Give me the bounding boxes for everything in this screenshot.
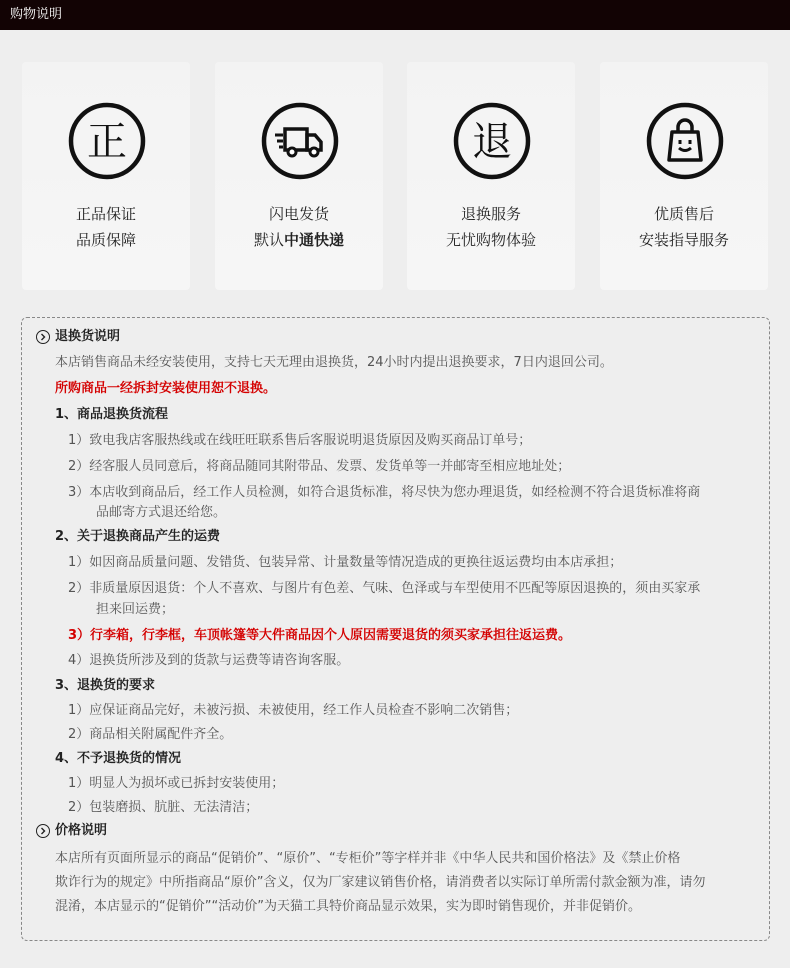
- section-heading: 1、商品退换货流程: [55, 407, 169, 422]
- feature-line1: 正品保证: [75, 205, 136, 223]
- feature-line2: 品质保障: [75, 231, 136, 249]
- chevron-right-circle-icon: [36, 824, 50, 838]
- list-item: 1）应保证商品完好，未被污损、未被使用，经工作人员检查不影响二次销售；: [68, 703, 519, 718]
- list-item-continued: 担来回运费；: [96, 602, 175, 617]
- list-item: 2）商品相关附属配件齐全。: [68, 727, 233, 742]
- list-item: 1）如因商品质量问题、发错货、包装异常、计量数量等情况造成的更换往返运费均由本店承担；: [68, 555, 623, 570]
- returns-intro: 本店销售商品未经安装使用，支持七天无理由退换货，24小时内提出退换要求，7日内退回公司。: [55, 355, 613, 370]
- returns-warning: 所购商品一经拆封安装使用恕不退换。: [55, 381, 277, 396]
- shopping-bag-smile-icon: [646, 102, 724, 180]
- feature-line1: 闪电发货: [268, 205, 329, 223]
- feature-card-aftersales: [600, 62, 768, 290]
- header-title: 购物说明: [10, 7, 63, 22]
- list-item: 2）包装磨损、肮脏、无法清洁；: [68, 800, 259, 815]
- feature-line2: 安装指导服务: [638, 231, 729, 249]
- feature-line1: 退换服务: [460, 205, 521, 223]
- header-bar: [0, 0, 790, 30]
- feature-card-delivery: [215, 62, 383, 290]
- list-item-highlight: 3）行李箱，行李框，车顶帐篷等大件商品因个人原因需要退货的须买家承担往返运费。: [68, 628, 572, 643]
- chevron-right-circle-icon: [36, 330, 50, 344]
- section-heading: 3、退换货的要求: [55, 678, 156, 693]
- feature-line1: 优质售后: [653, 205, 714, 223]
- list-item-continued: 品邮寄方式退还给您。: [96, 505, 227, 520]
- feature-line2: [215, 230, 383, 250]
- list-item: 1）致电我店客服热线或在线旺旺联系售后客服说明退货原因及购买商品订单号；: [68, 433, 532, 448]
- return-tui-icon: [453, 102, 531, 180]
- list-item: 4）退换货所涉及到的货款与运费等请咨询客服。: [68, 653, 350, 668]
- pricing-line: 欺诈行为的规定》中所指商品“原价”含义，仅为厂家建议销售价格，请消费者以实际订单所需付款金额为准，请勿: [55, 875, 706, 890]
- pricing-line: 混淆，本店显示的“促销价”“活动价”为天猫工具特价商品显示效果，实为即时销售现价，并非促销价。: [55, 899, 641, 914]
- list-item: 1）明显人为损坏或已拆封安装使用；: [68, 776, 285, 791]
- policy-box: [21, 317, 770, 941]
- returns-title: 退换货说明: [55, 329, 121, 344]
- feature-row: [22, 62, 768, 292]
- feature-card-returns: [407, 62, 575, 290]
- list-item: 2）经客服人员同意后，将商品随同其附带品、发票、发货单等一并邮寄至相应地址处；: [68, 459, 571, 474]
- list-item: 2）非质量原因退货：个人不喜欢、与图片有色差、气味、色泽或与车型使用不匹配等原因退换的，须由买家承: [68, 581, 701, 596]
- feature-line2-bold: 中通快递: [284, 231, 345, 249]
- pricing-line: 本店所有页面所显示的商品“促销价”、“原价”、“专柜价”等字样并非《中华人民共和国价格法》及《禁止价格: [55, 851, 681, 866]
- delivery-truck-icon: [261, 102, 339, 180]
- genuine-glyph: 正: [87, 119, 127, 165]
- list-item: 3）本店收到商品后，经工作人员检测，如符合退货标准，将尽快为您办理退货，如经检测不符合退货标准将商: [68, 485, 701, 500]
- genuine-zheng-icon: [68, 102, 146, 180]
- feature-card-genuine: [22, 62, 190, 290]
- feature-line2-prefix: 默认: [253, 231, 284, 249]
- section-heading: 2、关于退换商品产生的运费: [55, 529, 221, 544]
- section-heading: 4、不予退换货的情况: [55, 751, 182, 766]
- return-glyph: 退: [472, 119, 512, 165]
- pricing-title: 价格说明: [55, 823, 108, 838]
- feature-line2: 无忧购物体验: [445, 231, 536, 249]
